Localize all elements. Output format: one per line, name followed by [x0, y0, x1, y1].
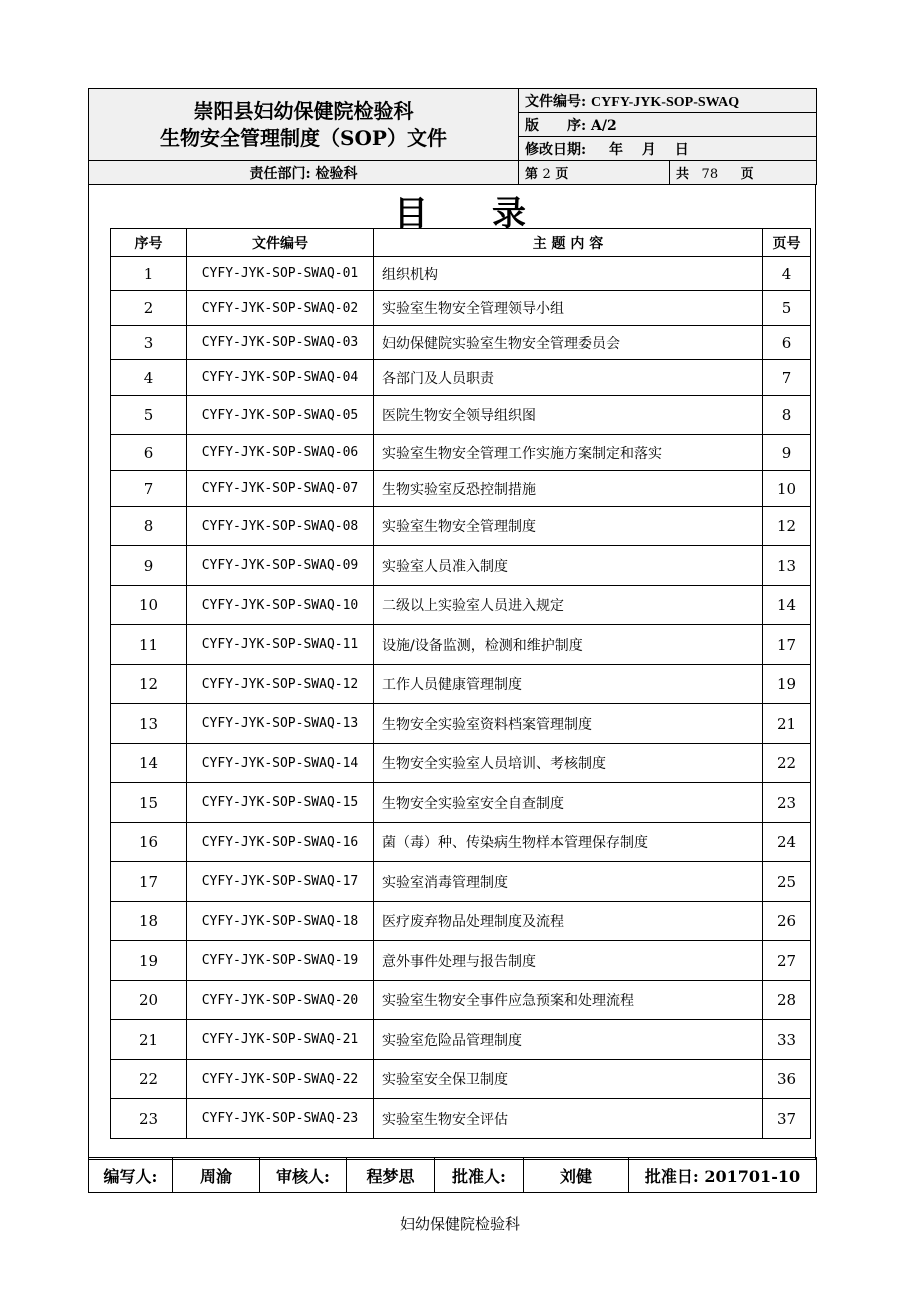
revise-date-cell	[519, 137, 817, 161]
col-header-number: 序号	[111, 229, 187, 257]
toc-page: 27	[763, 941, 811, 981]
approver-name: 刘健	[524, 1158, 629, 1193]
approve-date-value: 201701-10	[704, 1166, 801, 1186]
page-number: 2	[542, 167, 551, 182]
toc-number: 18	[111, 902, 187, 941]
col-header-topic: 主 题 内 容	[374, 229, 763, 257]
table-row	[111, 326, 811, 360]
toc-page: 7	[763, 360, 811, 396]
toc-page: 14	[763, 586, 811, 625]
toc-number: 11	[111, 625, 187, 665]
toc-number: 9	[111, 546, 187, 586]
toc-code: CYFY-JYK-SOP-SWAQ-08	[187, 507, 374, 546]
page-prefix: 第	[525, 167, 539, 182]
toc-page: 36	[763, 1060, 811, 1099]
table-row	[111, 941, 811, 981]
table-row	[111, 507, 811, 546]
reviewer-name: 程梦思	[347, 1158, 435, 1193]
toc-code: CYFY-JYK-SOP-SWAQ-09	[187, 546, 374, 586]
toc-page: 4	[763, 257, 811, 291]
toc-page: 25	[763, 862, 811, 902]
org-name: 崇阳县妇幼保健院检验科	[193, 98, 414, 123]
table-row	[111, 291, 811, 326]
author-name: 周渝	[173, 1158, 260, 1193]
toc-topic: 实验室安全保卫制度	[374, 1060, 763, 1099]
toc-page: 19	[763, 665, 811, 704]
page-number-cell	[519, 161, 670, 185]
responsible-dept-label: 责任部门:	[249, 165, 311, 182]
approve-date-cell	[629, 1158, 817, 1193]
signoff-table	[88, 1157, 817, 1193]
table-row	[111, 823, 811, 862]
toc-code: CYFY-JYK-SOP-SWAQ-03	[187, 326, 374, 360]
table-row	[111, 360, 811, 396]
table-row	[111, 902, 811, 941]
col-header-page: 页号	[763, 229, 811, 257]
toc-topic: 意外事件处理与报告制度	[374, 941, 763, 981]
version-value: A/2	[591, 117, 617, 134]
version-cell	[519, 113, 817, 137]
toc-page: 17	[763, 625, 811, 665]
toc-code: CYFY-JYK-SOP-SWAQ-05	[187, 396, 374, 435]
toc-topic: 实验室生物安全事件应急预案和处理流程	[374, 981, 763, 1020]
revise-date-value: 年 月 日	[609, 141, 689, 158]
toc-topic: 医疗废弃物品处理制度及流程	[374, 902, 763, 941]
toc-number: 12	[111, 665, 187, 704]
table-row	[111, 783, 811, 823]
toc-number: 15	[111, 783, 187, 823]
toc-number: 5	[111, 396, 187, 435]
total-suffix: 页	[740, 167, 754, 182]
toc-page: 10	[763, 471, 811, 507]
toc-topic: 实验室生物安全管理制度	[374, 507, 763, 546]
toc-page: 22	[763, 744, 811, 783]
toc-topic: 生物实验室反恐控制措施	[374, 471, 763, 507]
toc-code: CYFY-JYK-SOP-SWAQ-23	[187, 1099, 374, 1139]
toc-code: CYFY-JYK-SOP-SWAQ-20	[187, 981, 374, 1020]
doc-series-name: 生物安全管理制度（SOP）文件	[160, 125, 447, 150]
approve-date-label: 批准日:	[644, 1166, 699, 1186]
table-row	[111, 257, 811, 291]
table-row	[111, 625, 811, 665]
page-suffix: 页	[555, 167, 569, 182]
toc-topic: 实验室人员准入制度	[374, 546, 763, 586]
responsible-dept-cell	[89, 161, 519, 185]
toc-page: 6	[763, 326, 811, 360]
total-pages: 78	[701, 167, 719, 182]
toc-code: CYFY-JYK-SOP-SWAQ-12	[187, 665, 374, 704]
toc-number: 6	[111, 435, 187, 471]
table-row	[111, 1060, 811, 1099]
table-row	[111, 546, 811, 586]
table-row	[111, 396, 811, 435]
toc-code: CYFY-JYK-SOP-SWAQ-02	[187, 291, 374, 326]
toc-page: 28	[763, 981, 811, 1020]
toc-code: CYFY-JYK-SOP-SWAQ-14	[187, 744, 374, 783]
toc-number: 14	[111, 744, 187, 783]
total-pages-cell	[670, 161, 817, 185]
toc-topic: 设施/设备监测，检测和维护制度	[374, 625, 763, 665]
toc-code: CYFY-JYK-SOP-SWAQ-04	[187, 360, 374, 396]
responsible-dept-value: 检验科	[315, 165, 358, 182]
toc-topic: 二级以上实验室人员进入规定	[374, 586, 763, 625]
toc-page: 13	[763, 546, 811, 586]
header-title	[89, 89, 519, 161]
total-prefix: 共	[676, 167, 690, 182]
toc-number: 16	[111, 823, 187, 862]
toc-topic: 医院生物安全领导组织图	[374, 396, 763, 435]
toc-page: 12	[763, 507, 811, 546]
table-row	[111, 471, 811, 507]
version-label: 版 序:	[525, 117, 587, 134]
toc-topic: 实验室生物安全管理领导小组	[374, 291, 763, 326]
table-row	[111, 981, 811, 1020]
toc-number: 13	[111, 704, 187, 744]
toc-code: CYFY-JYK-SOP-SWAQ-21	[187, 1020, 374, 1060]
toc-code: CYFY-JYK-SOP-SWAQ-07	[187, 471, 374, 507]
toc-page: 26	[763, 902, 811, 941]
toc-page: 24	[763, 823, 811, 862]
toc-topic: 菌（毒）种、传染病生物样本管理保存制度	[374, 823, 763, 862]
author-label: 编写人:	[89, 1158, 173, 1193]
doc-number-cell	[519, 89, 817, 113]
approver-label: 批准人:	[435, 1158, 524, 1193]
toc-topic: 生物安全实验室人员培训、考核制度	[374, 744, 763, 783]
toc-code: CYFY-JYK-SOP-SWAQ-13	[187, 704, 374, 744]
toc-code: CYFY-JYK-SOP-SWAQ-06	[187, 435, 374, 471]
toc-number: 2	[111, 291, 187, 326]
toc-topic: 实验室危险品管理制度	[374, 1020, 763, 1060]
toc-code: CYFY-JYK-SOP-SWAQ-19	[187, 941, 374, 981]
toc-number: 10	[111, 586, 187, 625]
toc-page: 8	[763, 396, 811, 435]
toc-number: 22	[111, 1060, 187, 1099]
toc-topic: 实验室消毒管理制度	[374, 862, 763, 902]
toc-number: 7	[111, 471, 187, 507]
page-title: 目录	[394, 194, 590, 234]
toc-topic: 妇幼保健院实验室生物安全管理委员会	[374, 326, 763, 360]
table-row	[111, 744, 811, 783]
revise-date-label: 修改日期:	[525, 141, 587, 158]
toc-topic: 组织机构	[374, 257, 763, 291]
table-row	[111, 435, 811, 471]
toc-code: CYFY-JYK-SOP-SWAQ-18	[187, 902, 374, 941]
table-row	[111, 665, 811, 704]
table-row	[111, 1020, 811, 1060]
toc-header-row	[111, 229, 811, 257]
toc-page: 23	[763, 783, 811, 823]
table-row	[111, 1099, 811, 1139]
toc-topic: 生物安全实验室资料档案管理制度	[374, 704, 763, 744]
table-row	[111, 704, 811, 744]
toc-number: 20	[111, 981, 187, 1020]
toc-code: CYFY-JYK-SOP-SWAQ-16	[187, 823, 374, 862]
toc-topic: 各部门及人员职责	[374, 360, 763, 396]
toc-number: 21	[111, 1020, 187, 1060]
table-row	[111, 862, 811, 902]
toc-number: 8	[111, 507, 187, 546]
toc-topic: 实验室生物安全评估	[374, 1099, 763, 1139]
page-footer: 妇幼保健院检验科	[399, 1215, 520, 1233]
toc-number: 23	[111, 1099, 187, 1139]
doc-number-label: 文件编号:	[525, 93, 587, 110]
document-header	[88, 88, 817, 185]
table-row	[111, 586, 811, 625]
toc-topic: 工作人员健康管理制度	[374, 665, 763, 704]
toc-code: CYFY-JYK-SOP-SWAQ-01	[187, 257, 374, 291]
reviewer-label: 审核人:	[260, 1158, 347, 1193]
toc-topic: 实验室生物安全管理工作实施方案制定和落实	[374, 435, 763, 471]
toc-page: 5	[763, 291, 811, 326]
toc-number: 4	[111, 360, 187, 396]
toc-code: CYFY-JYK-SOP-SWAQ-22	[187, 1060, 374, 1099]
toc-number: 19	[111, 941, 187, 981]
toc-table	[110, 228, 811, 1139]
toc-topic: 生物安全实验室安全自查制度	[374, 783, 763, 823]
toc-number: 17	[111, 862, 187, 902]
toc-code: CYFY-JYK-SOP-SWAQ-15	[187, 783, 374, 823]
toc-number: 1	[111, 257, 187, 291]
toc-page: 33	[763, 1020, 811, 1060]
toc-page: 9	[763, 435, 811, 471]
toc-page: 21	[763, 704, 811, 744]
toc-body	[111, 257, 811, 1139]
toc-code: CYFY-JYK-SOP-SWAQ-10	[187, 586, 374, 625]
col-header-code: 文件编号	[187, 229, 374, 257]
toc-page: 37	[763, 1099, 811, 1139]
doc-number-value: CYFY-JYK-SOP-SWAQ	[591, 94, 740, 110]
toc-code: CYFY-JYK-SOP-SWAQ-17	[187, 862, 374, 902]
toc-code: CYFY-JYK-SOP-SWAQ-11	[187, 625, 374, 665]
toc-number: 3	[111, 326, 187, 360]
